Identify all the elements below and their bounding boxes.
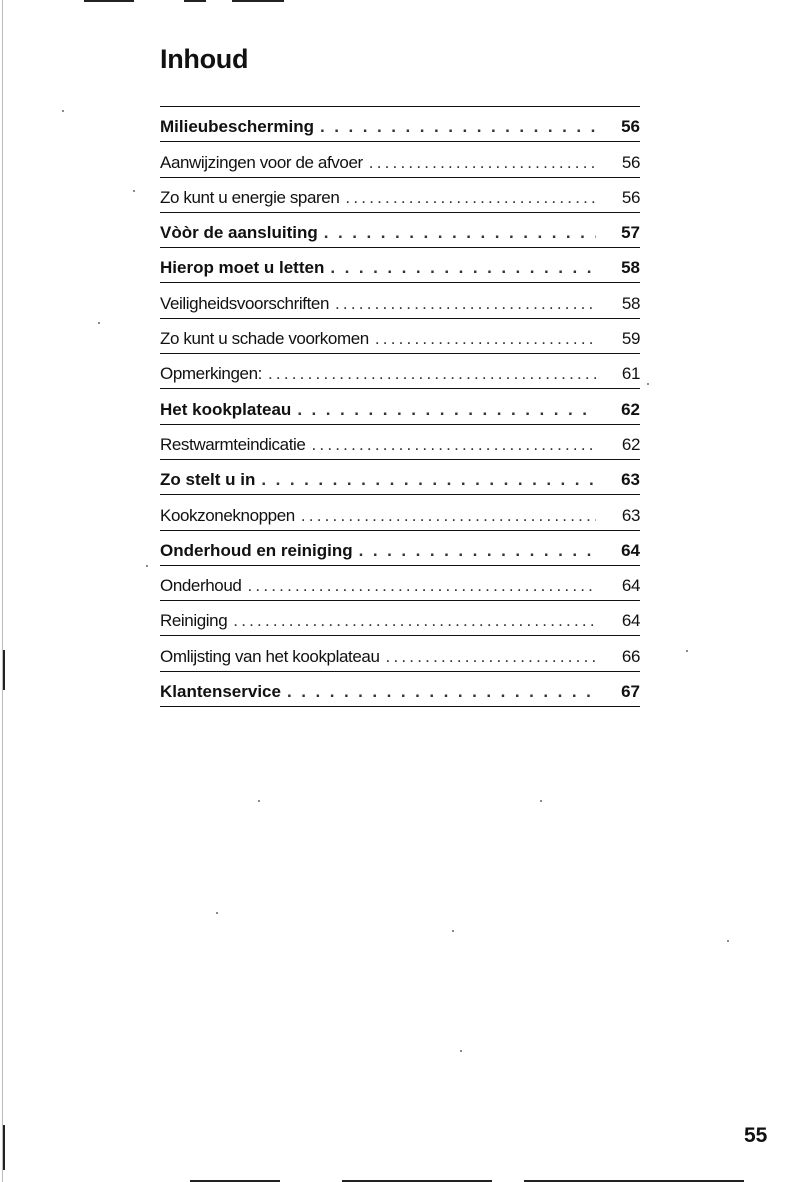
toc-entry — [160, 248, 640, 283]
scan-edge-top-2 — [184, 0, 206, 2]
toc-entry-page: 56 — [621, 117, 640, 137]
toc-entry — [160, 601, 640, 636]
scan-speck — [62, 110, 64, 112]
toc-entry — [160, 319, 640, 354]
toc-leader-dots — [335, 294, 596, 314]
toc-entry-page: 64 — [621, 611, 640, 631]
toc-leader-dots — [247, 576, 596, 596]
scan-speck — [727, 940, 729, 942]
scan-edge-top-3 — [232, 0, 284, 2]
toc-entry-label: Omlijsting van het kookplateau — [160, 646, 380, 666]
toc-entry-label: Onderhoud — [160, 576, 242, 596]
toc-leader-dots — [261, 470, 596, 490]
toc-entry-page: 59 — [621, 329, 640, 349]
toc-entry — [160, 389, 640, 424]
scan-speck — [540, 800, 542, 802]
toc-entry-page: 61 — [621, 364, 640, 384]
scan-speck — [146, 565, 148, 567]
scan-speck — [216, 912, 218, 914]
toc-entry-label: Milieubescherming — [160, 117, 314, 137]
scan-speck — [686, 650, 688, 652]
page-number: 55 — [744, 1124, 768, 1147]
toc-entry — [160, 425, 640, 460]
toc-entry-label: Klantenservice — [160, 682, 281, 702]
toc-leader-dots — [301, 506, 596, 526]
toc-entry-label: Vòòr de aansluiting — [160, 223, 318, 243]
scan-edge-bottom-2 — [342, 1180, 492, 1182]
toc-entry-label: Opmerkingen: — [160, 364, 262, 384]
toc-leader-dots — [375, 329, 596, 349]
toc-entry-page: 58 — [621, 258, 640, 278]
toc-entry-page: 63 — [621, 505, 640, 525]
toc-leader-dots — [287, 682, 596, 702]
scan-speck — [647, 383, 649, 385]
toc-entry — [160, 213, 640, 248]
toc-entry — [160, 142, 640, 177]
toc-entry-page: 67 — [621, 682, 640, 702]
toc-entry-label: Aanwijzingen voor de afvoer — [160, 152, 363, 172]
toc-entry-label: Hierop moet u letten — [160, 258, 325, 278]
scan-speck — [452, 930, 454, 932]
toc-entry-label: Kookzoneknoppen — [160, 505, 295, 525]
toc-entry — [160, 107, 640, 142]
table-of-contents — [160, 106, 640, 707]
toc-leader-dots — [324, 223, 596, 243]
scan-speck — [133, 190, 135, 192]
toc-entry-page: 64 — [621, 576, 640, 596]
toc-entry-label: Het kookplateau — [160, 399, 292, 419]
toc-entry-label: Veiligheidsvoorschriften — [160, 293, 329, 313]
toc-leader-dots — [233, 611, 596, 631]
toc-entry — [160, 636, 640, 671]
toc-entry — [160, 354, 640, 389]
scan-speck — [258, 800, 260, 802]
toc-entry-page: 63 — [621, 470, 640, 490]
toc-leader-dots — [359, 541, 596, 561]
toc-leader-dots — [311, 435, 596, 455]
scan-edge-bottom-3 — [524, 1180, 744, 1182]
toc-entry-label: Zo stelt u in — [160, 470, 256, 490]
toc-leader-dots — [369, 153, 596, 173]
toc-entry-label: Restwarmteindicatie — [160, 434, 306, 454]
toc-entry-label: Onderhoud en reiniging — [160, 540, 353, 560]
toc-leader-dots — [386, 647, 596, 667]
toc-entry — [160, 672, 640, 707]
toc-leader-dots — [345, 188, 596, 208]
toc-entry — [160, 566, 640, 601]
toc-entry-page: 57 — [621, 223, 640, 243]
toc-entry-page: 58 — [621, 293, 640, 313]
toc-leader-dots — [268, 364, 596, 384]
toc-leader-dots — [297, 400, 596, 420]
scan-edge-bottom-1 — [190, 1180, 280, 1182]
toc-entry-page: 62 — [621, 434, 640, 454]
toc-entry — [160, 495, 640, 530]
toc-entry-page: 64 — [621, 540, 640, 560]
toc-leader-dots — [330, 258, 596, 278]
toc-entry-label: Reiniging — [160, 611, 228, 631]
toc-entry-label: Zo kunt u schade voorkomen — [160, 329, 369, 349]
toc-entry — [160, 283, 640, 318]
toc-entry-page: 56 — [621, 187, 640, 207]
toc-entry-label: Zo kunt u energie sparen — [160, 187, 340, 207]
toc-entry-page: 66 — [621, 646, 640, 666]
toc-entry-page: 56 — [621, 152, 640, 172]
toc-entry — [160, 531, 640, 566]
page-title: Inhoud — [160, 44, 249, 74]
scan-edge-left — [2, 0, 3, 1182]
toc-entry — [160, 460, 640, 495]
scan-edge-left-mark-2 — [3, 1125, 5, 1170]
toc-entry — [160, 178, 640, 213]
toc-entry-page: 62 — [621, 399, 640, 419]
toc-leader-dots — [320, 117, 596, 137]
scan-speck — [98, 322, 100, 324]
scan-edge-left-mark — [3, 650, 5, 690]
scan-speck — [460, 1050, 462, 1052]
scan-edge-top-1 — [84, 0, 134, 2]
